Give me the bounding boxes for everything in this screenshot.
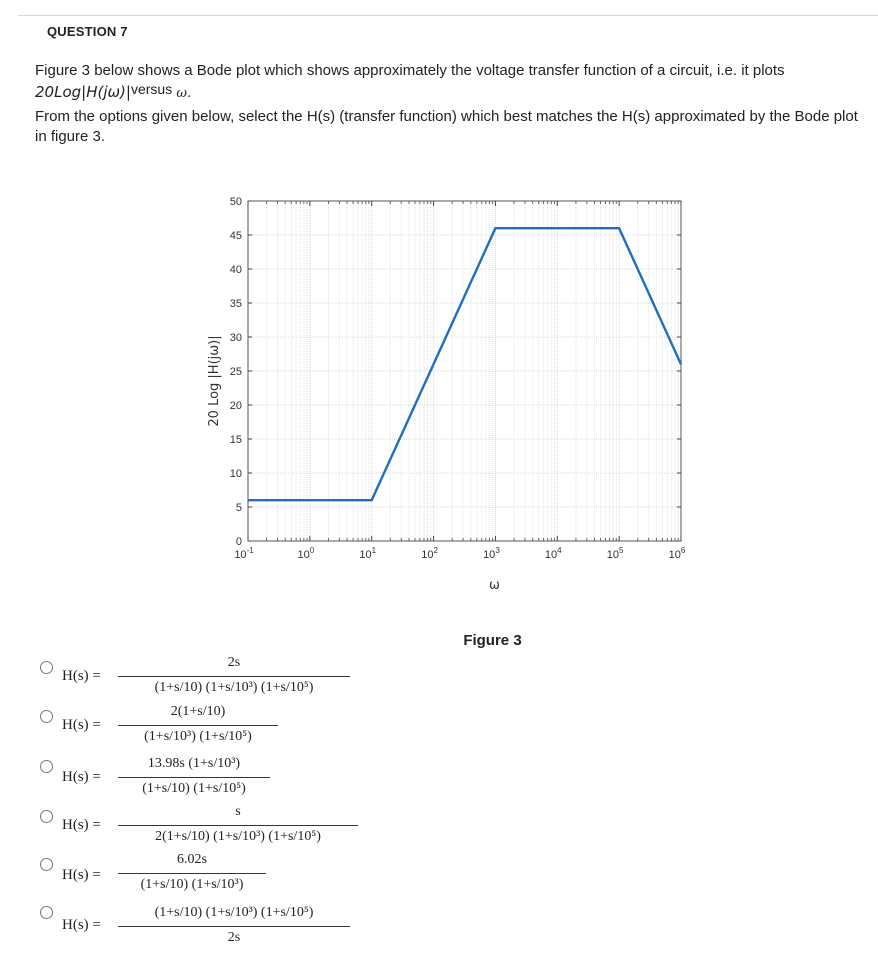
bode-plot <box>196 188 696 649</box>
option-2-fraction-bar <box>118 725 278 726</box>
versus-word: versus <box>130 81 173 97</box>
x-tick-label: $10^0$ <box>297 546 315 561</box>
option-2-radio[interactable] <box>40 710 53 723</box>
top-divider <box>18 15 878 16</box>
option-1-numerator: 2s <box>227 655 241 670</box>
option-3-label: H(s) = <box>62 769 101 785</box>
question-title: QUESTION 7 <box>47 24 128 39</box>
y-tick-label: 40 <box>229 264 242 276</box>
x-tick-label: $10^5$ <box>606 546 624 561</box>
y-tick-label: 5 <box>235 502 242 514</box>
option-4-label: H(s) = <box>62 817 101 833</box>
y-tick-label: 0 <box>235 536 242 548</box>
option-4-denominator: 2(1+s/10) (1+s/10³) (1+s/10⁵) <box>155 829 321 844</box>
question-text-line2 <box>35 82 191 104</box>
option-3-numerator: 13.98s (1+s/10³) <box>147 756 241 771</box>
option-5-denominator: (1+s/10) (1+s/10³) <box>140 877 244 892</box>
y-tick-label: 20 <box>229 400 242 412</box>
option-2-numerator: 2(1+s/10) <box>170 704 226 719</box>
option-6-fraction-bar <box>118 926 350 927</box>
option-4-radio[interactable] <box>40 810 53 823</box>
x-tick-label: $10^6$ <box>668 546 686 561</box>
y-tick-label: 35 <box>229 298 242 310</box>
y-axis-label: 20 Log |H(jω)| <box>207 335 222 427</box>
option-3-radio[interactable] <box>40 760 53 773</box>
question-text-line1: Figure 3 below shows a Bode plot which shows approximately the voltage transfer function of a circuit, i.e. it plots <box>35 62 785 79</box>
option-2-denominator: (1+s/10³) (1+s/10⁵) <box>144 729 252 744</box>
x-tick-label: $10^1$ <box>359 546 377 561</box>
option-3-denominator: (1+s/10) (1+s/10⁵) <box>142 781 246 796</box>
y-tick-label: 30 <box>229 332 242 344</box>
option-4-numerator: s <box>235 804 241 819</box>
figure-caption: Figure 3 <box>463 632 522 649</box>
option-6-numerator: (1+s/10) (1+s/10³) (1+s/10⁵) <box>154 905 314 920</box>
option-6-radio[interactable] <box>40 906 53 919</box>
y-tick-label: 25 <box>229 366 242 378</box>
x-tick-label: $10^3$ <box>483 546 500 561</box>
option-1-denominator: (1+s/10) (1+s/10³) (1+s/10⁵) <box>154 680 314 695</box>
option-5-radio[interactable] <box>40 858 53 871</box>
option-5-numerator: 6.02s <box>177 852 207 867</box>
option-5-label: H(s) = <box>62 867 101 883</box>
y-tick-label: 10 <box>229 468 242 480</box>
omega-symbol: ω. <box>176 86 192 101</box>
y-tick-label: 15 <box>229 434 242 446</box>
question-text-line3: From the options given below, select the H(s) (transfer function) which best matches the H(s) approximated by the Bode plot in figure 3. <box>35 108 858 145</box>
option-6-label: H(s) = <box>62 917 101 933</box>
x-tick-label: $10^4$ <box>544 546 562 561</box>
x-tick-label: $10^2$ <box>421 546 438 561</box>
option-5-fraction-bar <box>118 873 266 874</box>
option-6-denominator: 2s <box>227 930 241 945</box>
x-axis-label: ω <box>489 578 500 593</box>
option-1-label: H(s) = <box>62 668 101 684</box>
option-1-fraction-bar <box>118 676 350 677</box>
option-2-label: H(s) = <box>62 717 101 733</box>
y-tick-label: 45 <box>229 230 242 242</box>
x-tick-label: $10^{-1}$ <box>234 546 254 561</box>
y-tick-label: 50 <box>229 196 242 208</box>
option-3-fraction-bar <box>118 777 270 778</box>
option-1-radio[interactable] <box>40 661 53 674</box>
option-4-fraction-bar <box>118 825 358 826</box>
math-expression: 20Log|H(jω)| <box>35 83 131 101</box>
